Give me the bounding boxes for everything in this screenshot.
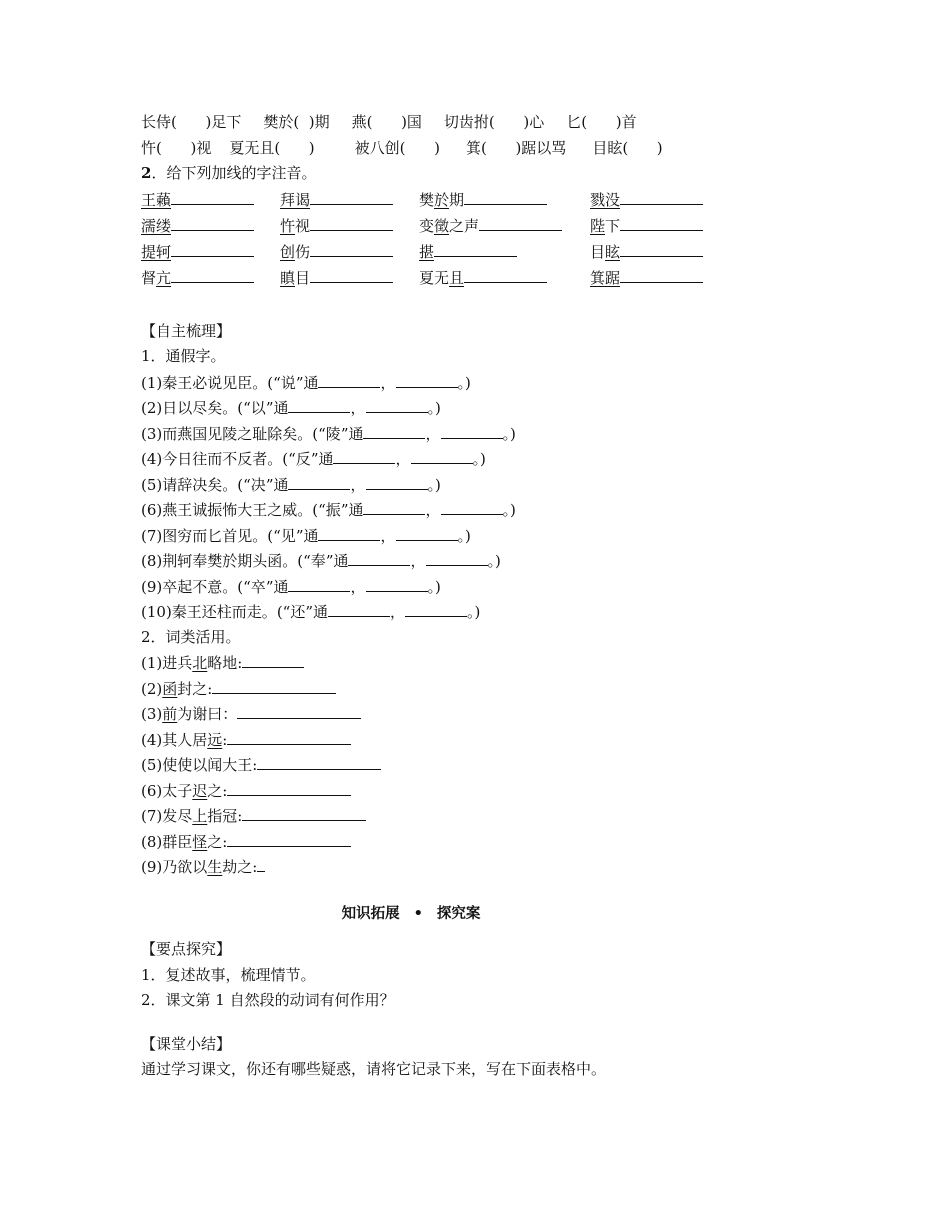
answer-blank[interactable] bbox=[366, 472, 428, 490]
tongjia-item: (10)秦王还柱而走。(“还”通 ， 。) bbox=[141, 599, 821, 625]
paren-item: 夏无且( ) bbox=[229, 138, 315, 157]
answer-blank[interactable] bbox=[310, 213, 393, 231]
cilei-item: (8)群臣怪之: bbox=[141, 829, 821, 855]
paren-item: 樊於( )期 bbox=[263, 113, 330, 131]
pinyin-item: 揕 bbox=[419, 239, 590, 265]
pinyin-item: 樊於期 bbox=[419, 187, 590, 213]
answer-blank[interactable] bbox=[310, 265, 393, 283]
self-study-heading: 【自主梳理】 bbox=[141, 321, 232, 340]
paren-row-2 bbox=[141, 136, 821, 162]
q2-heading: 2．给下列加线的字注音。 bbox=[141, 164, 317, 182]
cilei-item: (2)函封之: bbox=[141, 676, 821, 702]
tongjia-item: (4)今日往而不反者。(“反”通 ， 。) bbox=[141, 446, 821, 472]
tongjia-item: (6)燕王诚振怖大王之威。(“振”通 ， 。) bbox=[141, 497, 821, 523]
explore-section bbox=[141, 937, 821, 1014]
answer-blank[interactable] bbox=[411, 446, 473, 464]
cilei-item: (3)前为谢曰： bbox=[141, 701, 821, 727]
answer-blank[interactable] bbox=[288, 472, 350, 490]
pinyin-item: 夏无且 bbox=[419, 265, 590, 291]
answer-blank[interactable] bbox=[242, 803, 366, 821]
answer-blank[interactable] bbox=[171, 239, 254, 257]
answer-blank[interactable] bbox=[396, 370, 458, 388]
answer-blank[interactable] bbox=[310, 187, 393, 205]
paren-item: 目眩( ) bbox=[592, 138, 663, 157]
tongjia-item: (3)而燕国见陵之耻除矣。(“陵”通 ， 。) bbox=[141, 421, 821, 447]
pinyin-item: 王藾 bbox=[141, 187, 280, 213]
tongjia-item: (8)荆轲奉樊於期头函。(“奉”通 ， 。) bbox=[141, 548, 821, 574]
answer-blank[interactable] bbox=[288, 574, 350, 592]
paren-item: 燕( )国 bbox=[351, 113, 422, 131]
pinyin-item: 目眩 bbox=[590, 239, 729, 265]
paren-row-1 bbox=[141, 110, 821, 136]
answer-blank[interactable] bbox=[227, 727, 351, 745]
pinyin-item: 瞋目 bbox=[280, 265, 419, 291]
answer-blank[interactable] bbox=[318, 523, 380, 541]
answer-blank[interactable] bbox=[620, 187, 703, 205]
self-study-section bbox=[141, 319, 821, 880]
pinyin-item: 忤视 bbox=[280, 213, 419, 239]
answer-blank[interactable] bbox=[479, 213, 562, 231]
cilei-title: 2．词类活用。 bbox=[141, 627, 241, 646]
answer-blank[interactable] bbox=[363, 421, 425, 439]
pinyin-item: 提轲 bbox=[141, 239, 280, 265]
answer-blank[interactable] bbox=[441, 421, 503, 439]
answer-blank[interactable] bbox=[288, 395, 350, 413]
answer-blank[interactable] bbox=[333, 446, 395, 464]
pinyin-grid bbox=[141, 187, 821, 291]
cilei-item: (7)发尽上指冠: bbox=[141, 803, 821, 829]
answer-blank[interactable] bbox=[348, 548, 410, 566]
answer-blank[interactable] bbox=[242, 650, 304, 668]
answer-blank[interactable] bbox=[441, 497, 503, 515]
tongjia-item: (5)请辞决矣。(“决”通 ， 。) bbox=[141, 472, 821, 498]
tongjia-item: (1)秦王必说见臣。(“说”通 ， 。) bbox=[141, 370, 821, 396]
paren-item: 被八创( ) bbox=[354, 138, 440, 157]
answer-blank[interactable] bbox=[363, 497, 425, 515]
paren-item: 切齿拊( )心 bbox=[443, 113, 545, 131]
answer-blank[interactable] bbox=[396, 523, 458, 541]
pinyin-item: 戮没 bbox=[590, 187, 729, 213]
answer-blank[interactable] bbox=[426, 548, 488, 566]
cilei-item: (4)其人居远: bbox=[141, 727, 821, 753]
answer-blank[interactable] bbox=[620, 239, 703, 257]
answer-blank[interactable] bbox=[212, 676, 336, 694]
answer-blank[interactable] bbox=[227, 778, 351, 796]
pinyin-item: 陛下 bbox=[590, 213, 729, 239]
paren-item: 箕( )踞以骂 bbox=[465, 138, 567, 157]
pinyin-item: 箕踞 bbox=[590, 265, 729, 291]
answer-blank[interactable] bbox=[620, 213, 703, 231]
answer-blank[interactable] bbox=[171, 213, 254, 231]
answer-blank[interactable] bbox=[464, 265, 547, 283]
answer-blank[interactable] bbox=[257, 752, 381, 770]
tongjia-item: (9)卒起不意。(“卒”通 ， 。) bbox=[141, 574, 821, 600]
worksheet-page bbox=[141, 110, 821, 1083]
tongjia-item: (2)日以尽矣。(“以”通 ， 。) bbox=[141, 395, 821, 421]
answer-blank[interactable] bbox=[434, 239, 517, 257]
answer-blank[interactable] bbox=[366, 395, 428, 413]
explore-heading: 【要点探究】 bbox=[141, 940, 232, 958]
paren-item: 匕( )首 bbox=[566, 113, 637, 131]
pinyin-item: 督亢 bbox=[141, 265, 280, 291]
cilei-item: (9)乃欲以生劫之: bbox=[141, 854, 821, 880]
paren-item: 忤( )视 bbox=[141, 138, 212, 157]
answer-blank[interactable] bbox=[405, 599, 467, 617]
pinyin-item: 创伤 bbox=[280, 239, 419, 265]
cilei-item: (6)太子迟之: bbox=[141, 778, 821, 804]
answer-blank[interactable] bbox=[620, 265, 703, 283]
answer-blank[interactable] bbox=[227, 829, 351, 847]
explore-item: 2．课文第 1 自然段的动词有何作用？ bbox=[141, 991, 395, 1009]
answer-blank[interactable] bbox=[237, 701, 361, 719]
pinyin-item: 变徵之声 bbox=[419, 213, 590, 239]
summary-text: 通过学习课文，你还有哪些疑惑，请将它记录下来，写在下面表格中。 bbox=[141, 1060, 607, 1078]
answer-blank[interactable] bbox=[328, 599, 390, 617]
answer-blank[interactable] bbox=[171, 187, 254, 205]
answer-blank[interactable] bbox=[464, 187, 547, 205]
paren-item: 长侍( )足下 bbox=[141, 113, 242, 131]
answer-blank[interactable] bbox=[171, 265, 254, 283]
pinyin-item: 濡缕 bbox=[141, 213, 280, 239]
tongjia-item: (7)图穷而匕首见。(“见”通 ， 。) bbox=[141, 523, 821, 549]
answer-blank[interactable] bbox=[318, 370, 380, 388]
answer-blank[interactable] bbox=[310, 239, 393, 257]
section-title: 知识拓展 • 探究案 bbox=[341, 905, 481, 922]
cilei-item: (5)使使以闻大王: bbox=[141, 752, 821, 778]
pinyin-item: 拜谒 bbox=[280, 187, 419, 213]
answer-blank[interactable] bbox=[257, 854, 265, 872]
cilei-item: (1)进兵北略地: bbox=[141, 650, 821, 676]
explore-item: 1．复述故事，梳理情节。 bbox=[141, 965, 316, 984]
answer-blank[interactable] bbox=[366, 574, 428, 592]
tongjia-title: 1．通假字。 bbox=[141, 347, 226, 365]
summary-heading: 【课堂小结】 bbox=[141, 1034, 232, 1053]
summary-section bbox=[141, 1032, 821, 1083]
